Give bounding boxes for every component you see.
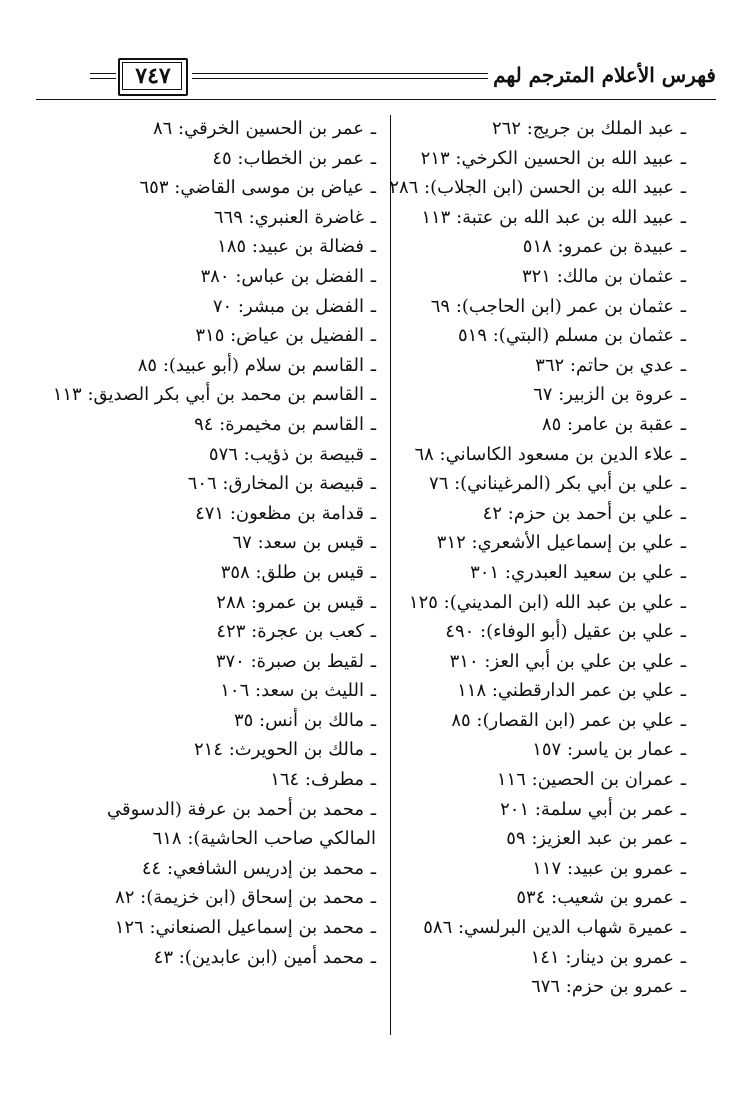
entry-bullet: ـ	[680, 295, 686, 317]
index-entry	[46, 499, 376, 529]
entry-bullet: ـ	[370, 857, 376, 879]
entry-text: الفضل بن مبشر: ٧٠	[212, 295, 364, 317]
entry-text: عثمان بن مسلم (البتي): ٥١٩	[458, 325, 674, 347]
entry-text: عبيد الله بن عبد الله بن عتبة: ١١٣	[421, 206, 674, 228]
entry-text: لقيط بن صبرة: ٣٧٠	[215, 650, 364, 672]
entry-bullet: ـ	[370, 325, 376, 347]
entry-text: عمر بن الحسين الخرقي: ٨٦	[152, 118, 364, 139]
header-underline	[36, 99, 716, 100]
entry-bullet: ـ	[680, 561, 686, 583]
entry-text: مطرف: ١٦٤	[270, 769, 364, 791]
index-entry	[46, 203, 376, 233]
entry-text: عدي بن حاتم: ٣٦٢	[535, 354, 674, 376]
entry-bullet: ـ	[370, 946, 376, 968]
entry-bullet: ـ	[680, 857, 686, 879]
entry-bullet: ـ	[370, 265, 376, 287]
entry-bullet: ـ	[680, 384, 686, 406]
index-entry	[386, 913, 686, 943]
index-entry	[46, 765, 376, 795]
entry-text: عثمان بن عمر (ابن الحاجب): ٦٩	[430, 295, 674, 317]
entry-text: علي بن عمر (ابن القصار): ٨٥	[451, 709, 674, 731]
index-entry	[386, 232, 686, 262]
entry-text: قيس بن طلق: ٣٥٨	[220, 561, 364, 583]
index-entry	[386, 588, 686, 618]
entry-text: محمد أمين (ابن عابدين): ٤٣	[153, 946, 364, 968]
entry-text: عمر بن أبي سلمة: ٢٠١	[500, 798, 674, 820]
entry-text: عروة بن الزبير: ٦٧	[533, 384, 674, 406]
entry-bullet: ـ	[680, 828, 686, 850]
entry-text: الفضل بن عباس: ٣٨٠	[200, 265, 364, 287]
index-entry	[386, 883, 686, 913]
index-title: فهرس الأعلام المترجم لهم	[493, 63, 716, 87]
index-entry	[46, 854, 376, 884]
entry-bullet: ـ	[680, 413, 686, 435]
index-entry	[46, 351, 376, 381]
index-entry	[386, 854, 686, 884]
index-entry	[46, 588, 376, 618]
entry-bullet: ـ	[680, 473, 686, 495]
index-column-right	[386, 114, 686, 1002]
index-entry	[46, 676, 376, 706]
entry-bullet: ـ	[680, 206, 686, 228]
index-entry	[46, 292, 376, 322]
index-entry	[46, 735, 376, 765]
entry-bullet: ـ	[680, 709, 686, 731]
index-entry	[386, 440, 686, 470]
entry-text: كعب بن عجرة: ٤٢٣	[216, 621, 364, 643]
index-entry	[46, 943, 376, 973]
entry-text: قبيصة بن المخارق: ٦٠٦	[187, 473, 364, 495]
entry-bullet: ـ	[680, 502, 686, 524]
entry-bullet: ـ	[370, 769, 376, 791]
entry-text: عمار بن ياسر: ١٥٧	[532, 739, 674, 761]
entry-bullet: ـ	[370, 354, 376, 376]
index-entry	[386, 765, 686, 795]
entry-bullet: ـ	[370, 473, 376, 495]
index-column-left	[46, 114, 376, 972]
entry-text: فضالة بن عبيد: ١٨٥	[217, 236, 364, 258]
header-rule	[192, 78, 488, 79]
index-entry	[46, 883, 376, 913]
index-entry	[386, 647, 686, 677]
entry-bullet: ـ	[370, 680, 376, 702]
entry-text: علي بن عقيل (أبو الوفاء): ٤٩٠	[445, 621, 674, 643]
entry-bullet: ـ	[370, 206, 376, 228]
entry-bullet: ـ	[680, 946, 686, 968]
entry-bullet: ـ	[680, 976, 686, 998]
entry-bullet: ـ	[680, 177, 686, 199]
entry-text: علي بن أبي بكر (المرغيناني): ٧٦	[429, 473, 674, 495]
index-entry	[386, 410, 686, 440]
entry-bullet: ـ	[370, 917, 376, 939]
entry-bullet: ـ	[680, 798, 686, 820]
entry-bullet: ـ	[680, 532, 686, 554]
index-entry	[386, 114, 686, 144]
entry-bullet: ـ	[680, 265, 686, 287]
index-entry	[46, 144, 376, 174]
index-entry	[46, 528, 376, 558]
entry-text: علي بن أحمد بن حزم: ٤٢	[482, 502, 674, 524]
entry-bullet: ـ	[370, 384, 376, 406]
entry-bullet: ـ	[370, 177, 376, 199]
entry-bullet: ـ	[680, 739, 686, 761]
index-entry	[46, 262, 376, 292]
entry-text: مالك بن الحويرث: ٢١٤	[193, 739, 364, 761]
entry-text: قدامة بن مظعون: ٤٧١	[195, 502, 364, 524]
index-entry	[46, 173, 376, 203]
entry-text: عمرو بن شعيب: ٥٣٤	[516, 887, 674, 909]
entry-text: عمرو بن حزم: ٦٧٦	[531, 976, 674, 998]
entry-text: غاضرة العنبري: ٦٦٩	[213, 206, 364, 228]
entry-bullet: ـ	[680, 118, 686, 139]
entry-text: علاء الدين بن مسعود الكاساني: ٦٨	[414, 443, 674, 465]
entry-text: عمرو بن عبيد: ١١٧	[532, 857, 674, 879]
entry-bullet: ـ	[680, 354, 686, 376]
entry-text: عمرو بن دينار: ١٤١	[530, 946, 674, 968]
entry-text: عمران بن الحصين: ١١٦	[496, 769, 674, 791]
entry-bullet: ـ	[370, 798, 376, 820]
entry-bullet: ـ	[680, 621, 686, 643]
index-entry	[386, 351, 686, 381]
entry-text: محمد بن إدريس الشافعي: ٤٤	[141, 857, 364, 879]
entry-bullet: ـ	[370, 591, 376, 613]
index-entry	[386, 528, 686, 558]
entry-bullet: ـ	[680, 236, 686, 258]
index-entry	[386, 321, 686, 351]
index-entry	[46, 410, 376, 440]
entry-text: عمر بن عبد العزيز: ٥٩	[506, 828, 674, 850]
index-entry	[46, 706, 376, 736]
entry-bullet: ـ	[370, 532, 376, 554]
entry-text: علي بن علي بن أبي العز: ٣١٠	[449, 650, 674, 672]
entry-bullet: ـ	[370, 295, 376, 317]
entry-bullet: ـ	[370, 147, 376, 169]
entry-bullet: ـ	[370, 887, 376, 909]
entry-text: قيس بن عمرو: ٢٨٨	[216, 591, 364, 613]
entry-text: عبد الملك بن جريج: ٢٦٢	[491, 118, 674, 139]
entry-text: علي بن إسماعيل الأشعري: ٣١٢	[436, 532, 674, 554]
index-entry	[386, 943, 686, 973]
entry-bullet: ـ	[680, 650, 686, 672]
entry-bullet: ـ	[370, 443, 376, 465]
entry-bullet: ـ	[680, 147, 686, 169]
entry-text: عبيدة بن عمرو: ٥١٨	[522, 236, 674, 258]
entry-text: علي بن سعيد العبدري: ٣٠١	[470, 561, 674, 583]
entry-text: محمد بن إسحاق (ابن خزيمة): ٨٢	[115, 887, 364, 909]
entry-text: عياض بن موسى القاضي: ٦٥٣	[139, 177, 364, 199]
index-entry	[386, 558, 686, 588]
entry-text: قيس بن سعد: ٦٧	[232, 532, 364, 554]
entry-text: القاسم بن محمد بن أبي بكر الصديق: ١١٣	[52, 384, 364, 406]
entry-bullet: ـ	[370, 739, 376, 761]
entry-text: الفضيل بن عياض: ٣١٥	[195, 325, 364, 347]
entry-text: علي بن عبد الله (ابن المديني): ١٢٥	[408, 591, 674, 613]
entry-bullet: ـ	[680, 591, 686, 613]
index-entry	[386, 203, 686, 233]
entry-bullet: ـ	[370, 236, 376, 258]
index-entry	[46, 114, 376, 144]
index-entry	[46, 380, 376, 410]
index-entry	[386, 676, 686, 706]
index-entry	[46, 647, 376, 677]
entry-bullet: ـ	[370, 502, 376, 524]
entry-bullet: ـ	[370, 709, 376, 731]
index-entry	[386, 499, 686, 529]
header-rule	[192, 73, 488, 74]
index-entry	[386, 617, 686, 647]
entry-bullet: ـ	[680, 887, 686, 909]
index-entry	[386, 735, 686, 765]
entry-bullet: ـ	[370, 650, 376, 672]
entry-text: محمد بن إسماعيل الصنعاني: ١٢٦	[114, 917, 364, 939]
entry-bullet: ـ	[680, 443, 686, 465]
page-header	[0, 55, 752, 105]
index-entry	[386, 795, 686, 825]
entry-text: مالك بن أنس: ٣٥	[233, 709, 364, 731]
entry-text: القاسم بن مخيمرة: ٩٤	[194, 413, 364, 435]
index-entry	[46, 469, 376, 499]
entry-text: عمر بن الخطاب: ٤٥	[212, 147, 364, 169]
entry-text: عقبة بن عامر: ٨٥	[541, 413, 674, 435]
index-entry	[386, 173, 686, 203]
index-entry	[46, 440, 376, 470]
page-number-frame	[118, 58, 190, 96]
entry-bullet: ـ	[680, 680, 686, 702]
index-entry	[46, 617, 376, 647]
entry-text: عبيد الله بن الحسن (ابن الجلاب): ٢٨٦	[389, 177, 674, 199]
index-entry	[386, 380, 686, 410]
index-entry	[386, 706, 686, 736]
entry-bullet: ـ	[370, 118, 376, 139]
index-entry	[386, 292, 686, 322]
entry-bullet: ـ	[370, 413, 376, 435]
page-number: ٧٤٧	[135, 63, 171, 89]
entry-text: عبيد الله بن الحسين الكرخي: ٢١٣	[420, 147, 674, 169]
header-rule	[90, 73, 116, 74]
entry-bullet: ـ	[680, 325, 686, 347]
index-entry	[386, 469, 686, 499]
entry-text: الليث بن سعد: ١٠٦	[220, 680, 364, 702]
entry-text: عثمان بن مالك: ٣٢١	[521, 265, 674, 287]
index-entry	[386, 144, 686, 174]
header-rule	[90, 78, 116, 79]
index-entry	[386, 972, 686, 1002]
entry-text: محمد بن أحمد بن عرفة (الدسوقي المالكي صاحب الحاشية): ٦١٨	[106, 798, 376, 850]
index-entry	[46, 795, 376, 854]
index-entry	[46, 558, 376, 588]
entry-bullet: ـ	[680, 917, 686, 939]
entry-text: القاسم بن سلام (أبو عبيد): ٨٥	[137, 354, 364, 376]
entry-bullet: ـ	[370, 621, 376, 643]
index-entry	[46, 321, 376, 351]
entry-text: علي بن عمر الدارقطني: ١١٨	[457, 680, 674, 702]
index-entry	[46, 913, 376, 943]
index-entry	[386, 824, 686, 854]
entry-bullet: ـ	[680, 769, 686, 791]
entry-text: قبيصة بن ذؤيب: ٥٧٦	[208, 443, 364, 465]
index-entry	[46, 232, 376, 262]
index-entry	[386, 262, 686, 292]
entry-text: عميرة شهاب الدين البرلسي: ٥٨٦	[423, 917, 674, 939]
entry-bullet: ـ	[370, 561, 376, 583]
